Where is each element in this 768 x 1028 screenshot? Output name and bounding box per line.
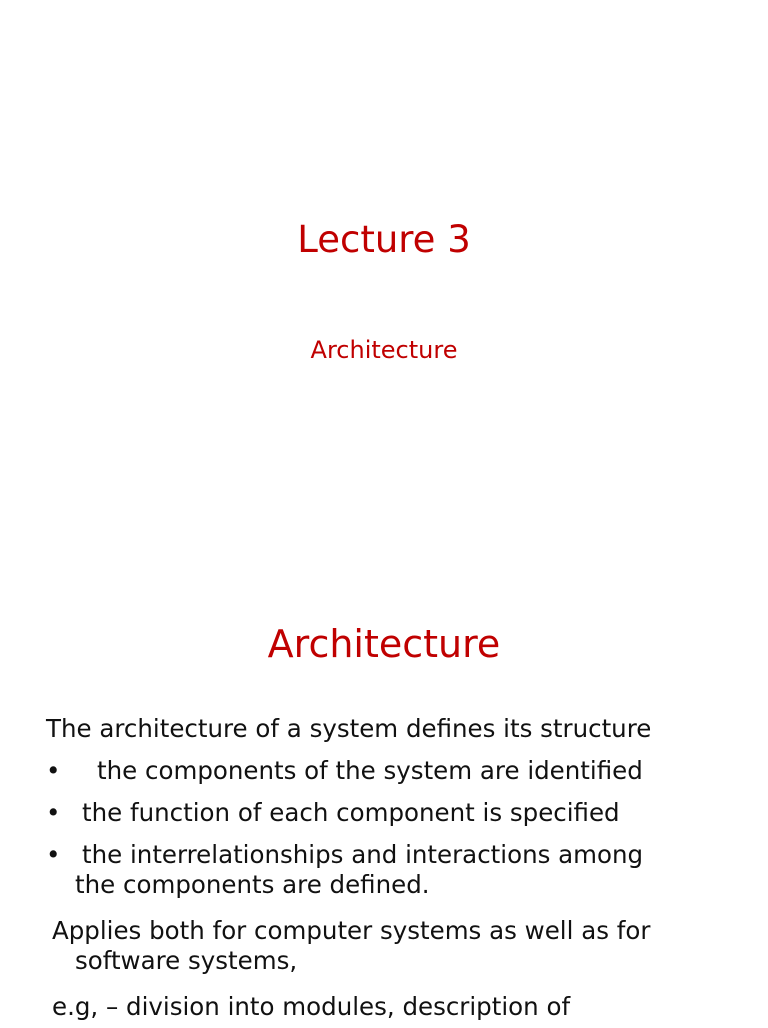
slide-title: Lecture 3 xyxy=(297,218,471,261)
bullet-icon: • xyxy=(46,756,61,785)
bullet-text: the function of each component is specified xyxy=(82,798,620,827)
bullet-text: the interrelationships and interactions among xyxy=(82,840,644,869)
bullet-item xyxy=(46,750,746,792)
bullet-continuation: the components are defined. xyxy=(75,870,430,899)
intro-text: The architecture of a system defines its structure xyxy=(46,714,652,743)
applies-text: Applies both for computer systems as well as for xyxy=(52,916,651,945)
slide-subtitle: Architecture xyxy=(310,336,458,364)
slide-title: Architecture xyxy=(267,622,501,666)
slide-body xyxy=(46,708,746,1028)
example-text: e.g, – division into modules, description of xyxy=(52,992,571,1021)
bullet-icon: • xyxy=(46,798,61,827)
applies-continuation: software systems, xyxy=(75,946,298,975)
bullet-icon: • xyxy=(46,840,61,869)
bullet-item xyxy=(46,834,746,876)
bullet-item xyxy=(46,792,746,834)
bullet-text: the components of the system are identified xyxy=(97,756,643,785)
slide-architecture xyxy=(0,576,768,1024)
